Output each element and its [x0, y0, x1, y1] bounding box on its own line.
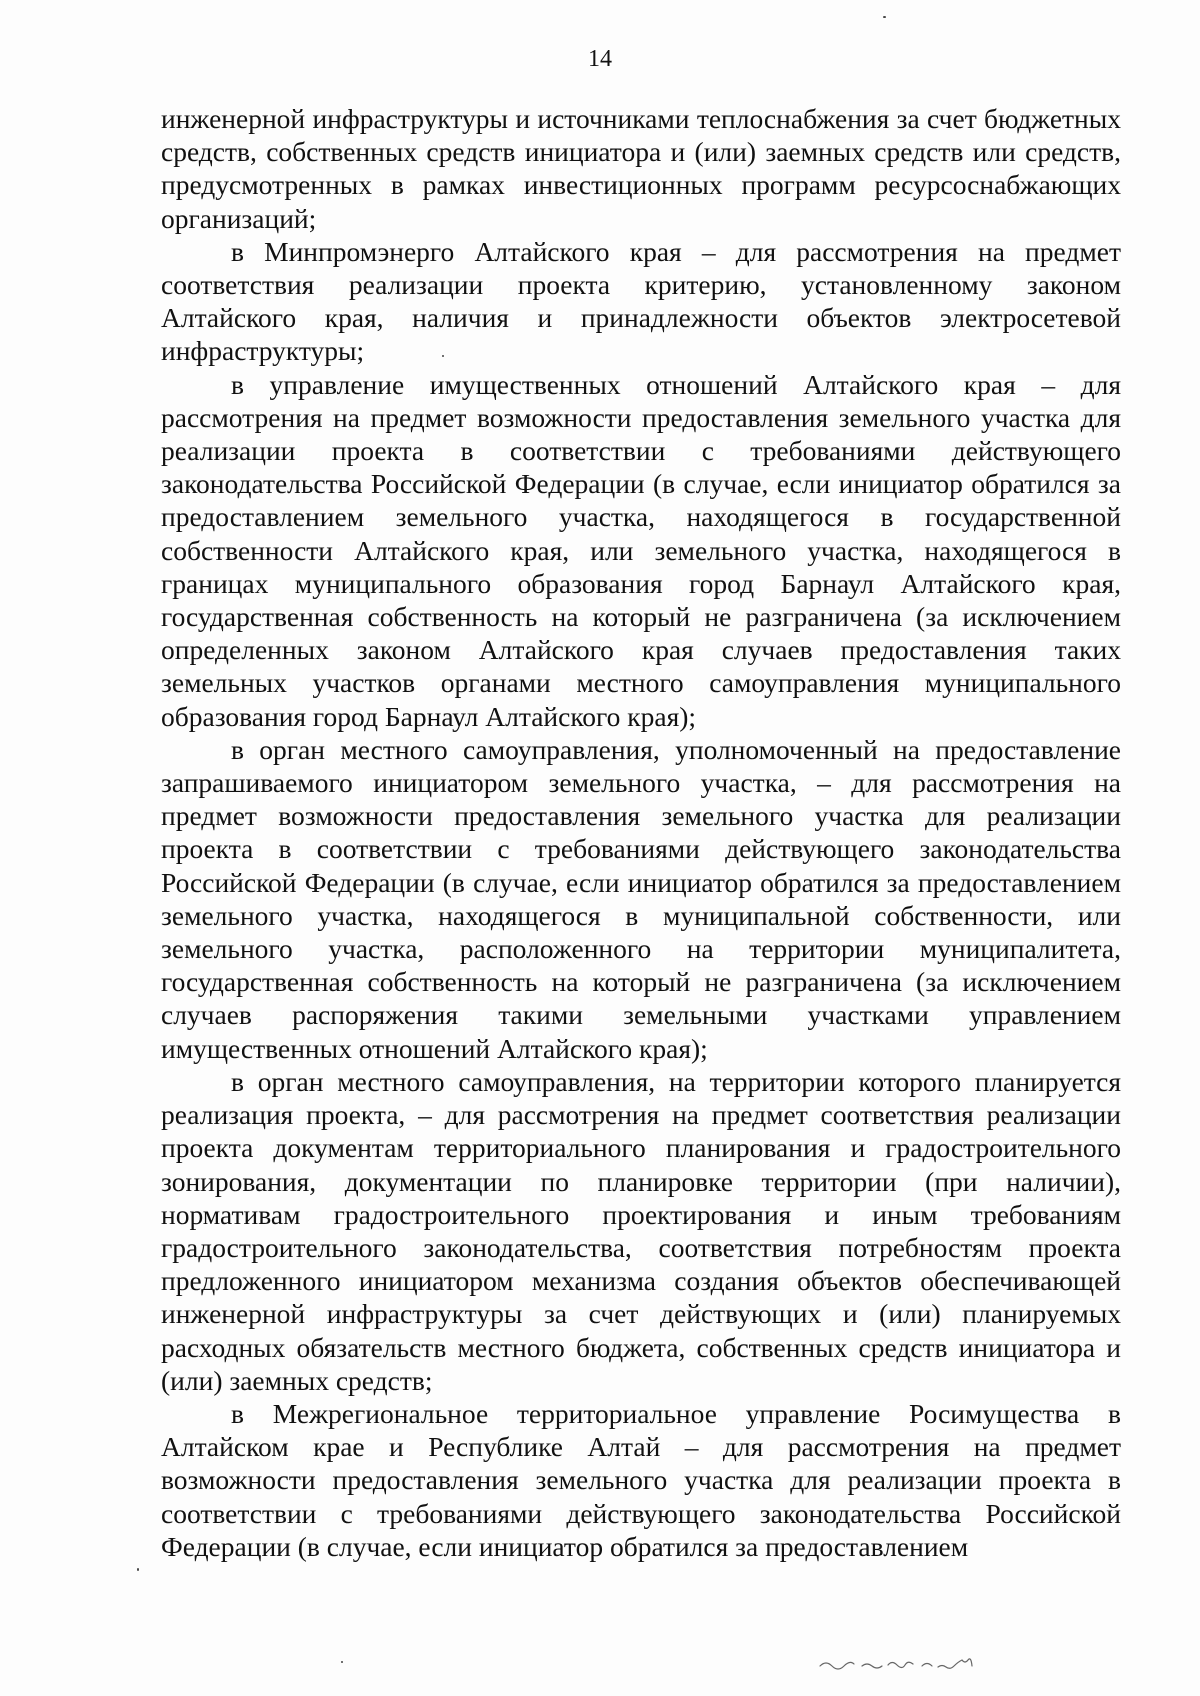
scan-speck [341, 1661, 343, 1663]
scan-speck [442, 355, 444, 357]
paragraph: в управление имущественных отношений Алтайского края – для рассмотрения на предмет возможности предоставления земельного участка для реализации проекта в соответствии с требованиями действующего законодательства Российской Федерации (в случае, если инициатор обратился за предоставлением земельного участка, находящегося в государственной собственности Алтайского края, или земельного участка, находящегося в границах муниципального образования город Барнаул Алтайского края, государственная собственность на который не разграничена (за исключением определенных законом Алтайского края случаев предоставления таких земельных участков органами местного самоуправления муниципального образования город Барнаул Алтайского края); [161, 368, 1121, 732]
paragraph: в орган местного самоуправления, уполномоченный на предоставление запрашиваемого инициатором земельного участка, – для рассмотрения на предмет возможности предоставления земельного участка для реализации проекта в соответствии с требованиями действующего законодательства Российской Федерации (в случае, если инициатор обратился за предоставлением земельного участка, находящегося в муниципальной собственности, или земельного участка, расположенного на территории муниципалитета, государственная собственность на который не разграничена (за исключением случаев распоряжения такими земельными участками управлением имущественных отношений Алтайского края); [161, 733, 1121, 1064]
document-body [161, 102, 1121, 1563]
initials-scribble-icon [818, 1654, 998, 1674]
scan-speck [137, 1568, 139, 1571]
scan-speck [883, 16, 886, 18]
paragraph: инженерной инфраструктуры и источниками теплоснабжения за счет бюджетных средств, собственных средств инициатора и (или) заемных средств или средств, предусмотренных в рамках инвестиционных программ ресурсоснабжающих организаций; [161, 103, 1121, 234]
page-number: 14 [588, 46, 612, 72]
handwritten-initials-mark [818, 1654, 998, 1674]
paragraph: в Минпромэнерго Алтайского края – для рассмотрения на предмет соответствия реализации проекта критерию, установленному законом Алтайского края, наличия и принадлежности объектов электросетевой инфраструктуры; [161, 235, 1121, 367]
paragraph: в Межрегиональное территориальное управление Росимущества в Алтайском крае и Республике Алтай – для рассмотрения на предмет возможности предоставления земельного участка для реализации проекта в соответствии с требованиями действующего законодательства Российской Федерации (в случае, если инициатор обратился за предоставлением [161, 1397, 1121, 1562]
paragraph: в орган местного самоуправления, на территории которого планируется реализация проекта, – для рассмотрения на предмет соответствия реализации проекта документам территориального планирования и градостроительного зонирования, документации по планировке территории (при наличии), нормативам градостроительного проектирования и иным требованиям градостроительного законодательства, соответствия потребностям проекта предложенного инициатором механизма создания объектов обеспечивающей инженерной инфраструктуры за счет действующих и (или) планируемых расходных обязательств местного бюджета, собственных средств инициатора и (или) заемных средств; [161, 1065, 1121, 1396]
